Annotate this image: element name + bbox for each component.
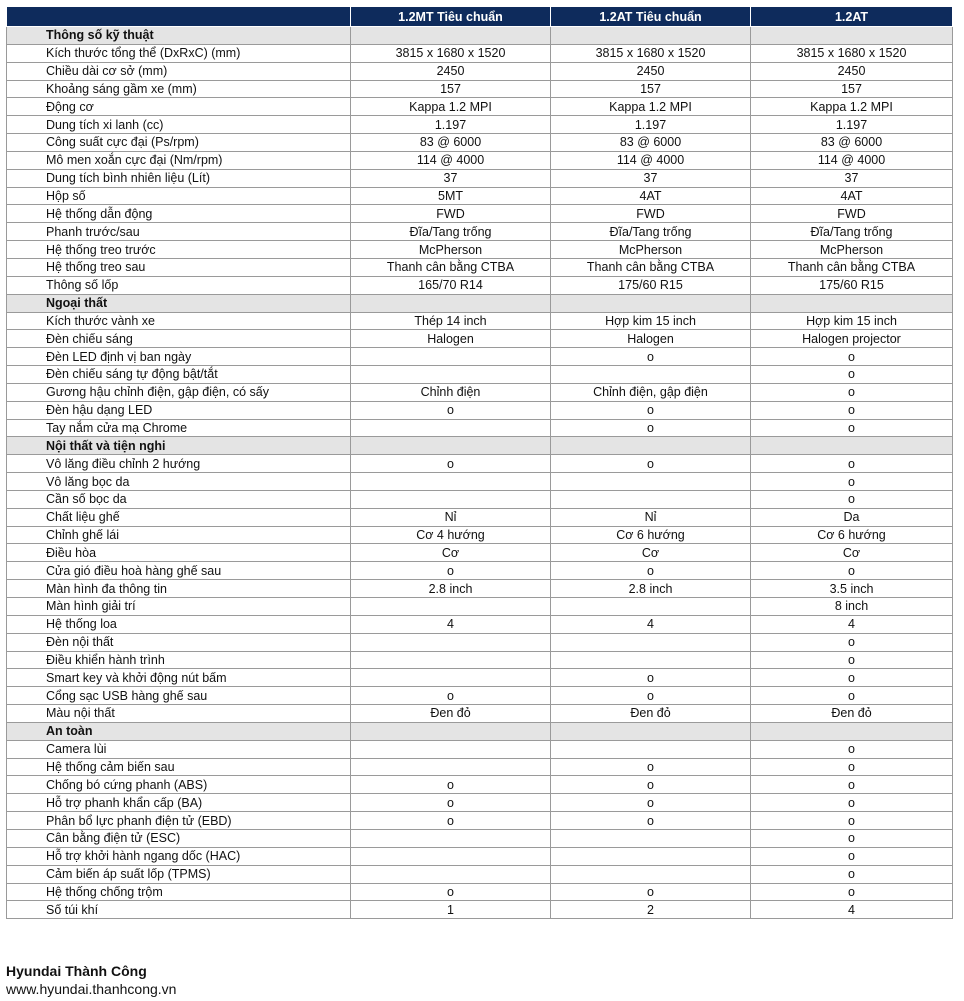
spec-value: 165/70 R14 (351, 276, 551, 294)
spec-label: Hỗ trợ phanh khẩn cấp (BA) (7, 794, 351, 812)
spec-value: Cơ (751, 544, 953, 562)
table-row (7, 794, 953, 812)
spec-value: Halogen (551, 330, 751, 348)
spec-label: Kích thước tổng thể (DxRxC) (mm) (7, 44, 351, 62)
spec-value: o (751, 865, 953, 883)
table-row (7, 366, 953, 384)
spec-label: Smart key và khởi động nút bấm (7, 669, 351, 687)
spec-value: McPherson (751, 241, 953, 259)
table-row (7, 776, 953, 794)
header-cell-variant: 1.2MT Tiêu chuẩn (351, 7, 551, 27)
spec-value: o (551, 758, 751, 776)
spec-value (351, 419, 551, 437)
section-filler-cell (351, 722, 551, 740)
spec-value: o (351, 812, 551, 830)
section-title: Ngoại thất (7, 294, 351, 312)
spec-value: 1.197 (751, 116, 953, 134)
spec-value: o (751, 419, 953, 437)
spec-label: Kích thước vành xe (7, 312, 351, 330)
spec-value: o (551, 776, 751, 794)
spec-value: 114 @ 4000 (551, 151, 751, 169)
spec-value: o (751, 562, 953, 580)
table-row (7, 615, 953, 633)
table-row (7, 490, 953, 508)
section-filler-cell (551, 27, 751, 45)
spec-value: 2.8 inch (551, 580, 751, 598)
spec-value: 3.5 inch (751, 580, 953, 598)
table-row (7, 598, 953, 616)
spec-value: o (751, 687, 953, 705)
section-filler-cell (751, 722, 953, 740)
footer (6, 962, 176, 998)
spec-value: 175/60 R15 (551, 276, 751, 294)
spec-value: o (551, 455, 751, 473)
spec-value (351, 740, 551, 758)
spec-value: Đen đỏ (751, 705, 953, 723)
header-row (7, 7, 953, 27)
spec-value: o (551, 794, 751, 812)
spec-label: Chất liệu ghế (7, 508, 351, 526)
spec-value: o (751, 348, 953, 366)
spec-value: o (751, 455, 953, 473)
spec-value: 5MT (351, 187, 551, 205)
spec-value (351, 758, 551, 776)
spec-value: o (751, 490, 953, 508)
spec-value: o (551, 812, 751, 830)
spec-value: 4 (751, 901, 953, 919)
spec-value: 2.8 inch (351, 580, 551, 598)
section-title: Thông số kỹ thuật (7, 27, 351, 45)
spec-label: Khoảng sáng gầm xe (mm) (7, 80, 351, 98)
spec-value: 83 @ 6000 (751, 134, 953, 152)
spec-value: Halogen projector (751, 330, 953, 348)
spec-value (551, 740, 751, 758)
spec-value: 37 (551, 169, 751, 187)
spec-value: Hợp kim 15 inch (551, 312, 751, 330)
spec-label: Dung tích bình nhiên liệu (Lít) (7, 169, 351, 187)
spec-value: o (551, 687, 751, 705)
table-row (7, 687, 953, 705)
spec-value (351, 348, 551, 366)
table-row (7, 98, 953, 116)
table-row (7, 276, 953, 294)
spec-label: Hỗ trợ khởi hành ngang dốc (HAC) (7, 847, 351, 865)
spec-value: Thép 14 inch (351, 312, 551, 330)
spec-label: Hộp số (7, 187, 351, 205)
table-row (7, 62, 953, 80)
section-filler-cell (551, 294, 751, 312)
spec-label: Đèn chiếu sáng tự động bật/tắt (7, 366, 351, 384)
spec-value: 83 @ 6000 (551, 134, 751, 152)
table-row (7, 312, 953, 330)
section-filler-cell (751, 437, 953, 455)
spec-label: Đèn hậu dạng LED (7, 401, 351, 419)
spec-value (551, 598, 751, 616)
spec-label: Cân bằng điện tử (ESC) (7, 829, 351, 847)
spec-value: Cơ (351, 544, 551, 562)
spec-label: Cửa gió điều hoà hàng ghế sau (7, 562, 351, 580)
spec-value: 8 inch (751, 598, 953, 616)
table-row (7, 633, 953, 651)
spec-value (551, 633, 751, 651)
spec-label: Động cơ (7, 98, 351, 116)
spec-label: Thông số lốp (7, 276, 351, 294)
spec-value: 157 (751, 80, 953, 98)
spec-value: 157 (551, 80, 751, 98)
spec-value: 175/60 R15 (751, 276, 953, 294)
spec-value: 157 (351, 80, 551, 98)
spec-value: Cơ 6 hướng (751, 526, 953, 544)
table-row (7, 829, 953, 847)
section-row (7, 27, 953, 45)
section-filler-cell (551, 437, 751, 455)
spec-value: o (751, 776, 953, 794)
spec-value (351, 651, 551, 669)
spec-value: 3815 x 1680 x 1520 (351, 44, 551, 62)
spec-value: Thanh cân bằng CTBA (351, 258, 551, 276)
spec-value: o (751, 847, 953, 865)
table-row (7, 705, 953, 723)
table-row (7, 883, 953, 901)
spec-value: o (351, 883, 551, 901)
table-row (7, 508, 953, 526)
spec-value (351, 829, 551, 847)
spec-value: Chỉnh điện (351, 383, 551, 401)
spec-value: Đĩa/Tang trống (751, 223, 953, 241)
spec-value: o (751, 758, 953, 776)
spec-value: Thanh cân bằng CTBA (751, 258, 953, 276)
spec-value: o (751, 651, 953, 669)
spec-value (551, 829, 751, 847)
table-row (7, 205, 953, 223)
spec-value (351, 598, 551, 616)
table-row (7, 847, 953, 865)
section-row (7, 437, 953, 455)
table-row (7, 455, 953, 473)
spec-label: Gương hậu chỉnh điện, gập điện, có sấy (7, 383, 351, 401)
spec-value: o (351, 455, 551, 473)
spec-body (7, 27, 953, 919)
company-name: Hyundai Thành Công (6, 963, 147, 979)
spec-value (351, 473, 551, 491)
table-row (7, 134, 953, 152)
table-row (7, 544, 953, 562)
spec-label: Chỉnh ghế lái (7, 526, 351, 544)
spec-value: o (351, 794, 551, 812)
spec-label: Vô lăng điều chỉnh 2 hướng (7, 455, 351, 473)
spec-value (551, 490, 751, 508)
spec-value: o (751, 883, 953, 901)
section-filler-cell (551, 722, 751, 740)
spec-label: Phanh trước/sau (7, 223, 351, 241)
spec-label: Chiều dài cơ sở (mm) (7, 62, 351, 80)
table-row (7, 526, 953, 544)
spec-value: 4AT (551, 187, 751, 205)
table-row (7, 151, 953, 169)
spec-value: 4AT (751, 187, 953, 205)
spec-value: o (751, 401, 953, 419)
spec-label: Điều hòa (7, 544, 351, 562)
spec-label: Đèn chiếu sáng (7, 330, 351, 348)
spec-value: 2 (551, 901, 751, 919)
website-text: www.hyundai.thanhcong.vn (6, 981, 177, 997)
spec-label: Màn hình giải trí (7, 598, 351, 616)
spec-label: Cần số bọc da (7, 490, 351, 508)
spec-label: Hệ thống cảm biến sau (7, 758, 351, 776)
spec-value: o (351, 562, 551, 580)
spec-label: Màu nội thất (7, 705, 351, 723)
table-row (7, 901, 953, 919)
spec-label: Hệ thống treo sau (7, 258, 351, 276)
spec-value: o (551, 401, 751, 419)
spec-value (351, 490, 551, 508)
spec-value: 114 @ 4000 (751, 151, 953, 169)
spec-value: Đen đỏ (351, 705, 551, 723)
spec-value: FWD (751, 205, 953, 223)
spec-value: Hợp kim 15 inch (751, 312, 953, 330)
table-row (7, 258, 953, 276)
spec-value: o (751, 473, 953, 491)
section-filler-cell (751, 294, 953, 312)
spec-value (551, 651, 751, 669)
spec-value: 114 @ 4000 (351, 151, 551, 169)
spec-value: o (551, 419, 751, 437)
spec-value: Thanh cân bằng CTBA (551, 258, 751, 276)
spec-value: 2450 (751, 62, 953, 80)
table-row (7, 651, 953, 669)
spec-value: 4 (351, 615, 551, 633)
spec-value: o (751, 740, 953, 758)
spec-value: Đĩa/Tang trống (551, 223, 751, 241)
spec-label: Hệ thống treo trước (7, 241, 351, 259)
spec-value (351, 366, 551, 384)
section-title: An toàn (7, 722, 351, 740)
spec-value: 37 (351, 169, 551, 187)
table-row (7, 116, 953, 134)
spec-value (351, 847, 551, 865)
spec-value: FWD (551, 205, 751, 223)
table-row (7, 330, 953, 348)
table-row (7, 562, 953, 580)
spec-value: 83 @ 6000 (351, 134, 551, 152)
table-row (7, 758, 953, 776)
spec-label: Đèn nội thất (7, 633, 351, 651)
spec-value: o (351, 401, 551, 419)
spec-value: Chỉnh điện, gập điện (551, 383, 751, 401)
spec-value: 1 (351, 901, 551, 919)
spec-value: 2450 (351, 62, 551, 80)
spec-value: o (751, 669, 953, 687)
section-filler-cell (751, 27, 953, 45)
spec-value: Kappa 1.2 MPI (351, 98, 551, 116)
spec-label: Cổng sạc USB hàng ghế sau (7, 687, 351, 705)
spec-label: Đèn LED định vị ban ngày (7, 348, 351, 366)
spec-value: Kappa 1.2 MPI (551, 98, 751, 116)
section-row (7, 294, 953, 312)
spec-value: 1.197 (351, 116, 551, 134)
table-row (7, 580, 953, 598)
spec-value (551, 847, 751, 865)
spec-value: o (551, 883, 751, 901)
spec-value: 2450 (551, 62, 751, 80)
section-filler-cell (351, 27, 551, 45)
spec-label: Công suất cực đại (Ps/rpm) (7, 134, 351, 152)
table-row (7, 669, 953, 687)
section-filler-cell (351, 437, 551, 455)
table-row (7, 169, 953, 187)
spec-value: o (751, 812, 953, 830)
spec-label: Vô lăng bọc da (7, 473, 351, 491)
spec-value: o (751, 366, 953, 384)
table-row (7, 401, 953, 419)
spec-label: Điều khiển hành trình (7, 651, 351, 669)
spec-label: Số túi khí (7, 901, 351, 919)
table-row (7, 187, 953, 205)
table-row (7, 473, 953, 491)
spec-table (6, 6, 953, 919)
spec-label: Màn hình đa thông tin (7, 580, 351, 598)
spec-label: Cảm biến áp suất lốp (TPMS) (7, 865, 351, 883)
spec-value: Halogen (351, 330, 551, 348)
spec-value: 37 (751, 169, 953, 187)
spec-value: 1.197 (551, 116, 751, 134)
spec-value (351, 633, 551, 651)
spec-value: Kappa 1.2 MPI (751, 98, 953, 116)
table-row (7, 223, 953, 241)
spec-value: o (551, 348, 751, 366)
spec-value: Nỉ (551, 508, 751, 526)
spec-value (551, 473, 751, 491)
header-cell-blank (7, 7, 351, 27)
spec-value: o (751, 794, 953, 812)
spec-label: Camera lùi (7, 740, 351, 758)
spec-value: Nỉ (351, 508, 551, 526)
spec-value: Cơ 6 hướng (551, 526, 751, 544)
section-row (7, 722, 953, 740)
spec-label: Hệ thống dẫn động (7, 205, 351, 223)
table-row (7, 740, 953, 758)
spec-value: Da (751, 508, 953, 526)
table-row (7, 241, 953, 259)
table-row (7, 812, 953, 830)
spec-value: Cơ (551, 544, 751, 562)
table-row (7, 348, 953, 366)
spec-label: Hệ thống loa (7, 615, 351, 633)
spec-value (351, 865, 551, 883)
spec-value: o (751, 383, 953, 401)
spec-value (351, 669, 551, 687)
spec-value (551, 865, 751, 883)
spec-value (551, 366, 751, 384)
section-title: Nội thất và tiện nghi (7, 437, 351, 455)
spec-value: o (351, 776, 551, 794)
spec-label: Chống bó cứng phanh (ABS) (7, 776, 351, 794)
spec-label: Mô men xoắn cực đại (Nm/rpm) (7, 151, 351, 169)
spec-label: Tay nắm cửa mạ Chrome (7, 419, 351, 437)
spec-value: o (751, 633, 953, 651)
header-cell-variant: 1.2AT Tiêu chuẩn (551, 7, 751, 27)
spec-value: 3815 x 1680 x 1520 (751, 44, 953, 62)
spec-value: o (351, 687, 551, 705)
table-row (7, 419, 953, 437)
spec-label: Dung tích xi lanh (cc) (7, 116, 351, 134)
spec-value: o (551, 669, 751, 687)
table-row (7, 80, 953, 98)
table-row (7, 865, 953, 883)
header-cell-variant: 1.2AT (751, 7, 953, 27)
spec-value: FWD (351, 205, 551, 223)
spec-value: Đĩa/Tang trống (351, 223, 551, 241)
spec-value: o (551, 562, 751, 580)
spec-value: 4 (551, 615, 751, 633)
spec-value: Cơ 4 hướng (351, 526, 551, 544)
section-filler-cell (351, 294, 551, 312)
spec-value: 3815 x 1680 x 1520 (551, 44, 751, 62)
spec-label: Phân bổ lực phanh điện tử (EBD) (7, 812, 351, 830)
spec-value: 4 (751, 615, 953, 633)
table-row (7, 44, 953, 62)
spec-value: McPherson (551, 241, 751, 259)
spec-value: o (751, 829, 953, 847)
table-row (7, 383, 953, 401)
spec-value: Đen đỏ (551, 705, 751, 723)
spec-value: McPherson (351, 241, 551, 259)
spec-label: Hệ thống chống trộm (7, 883, 351, 901)
